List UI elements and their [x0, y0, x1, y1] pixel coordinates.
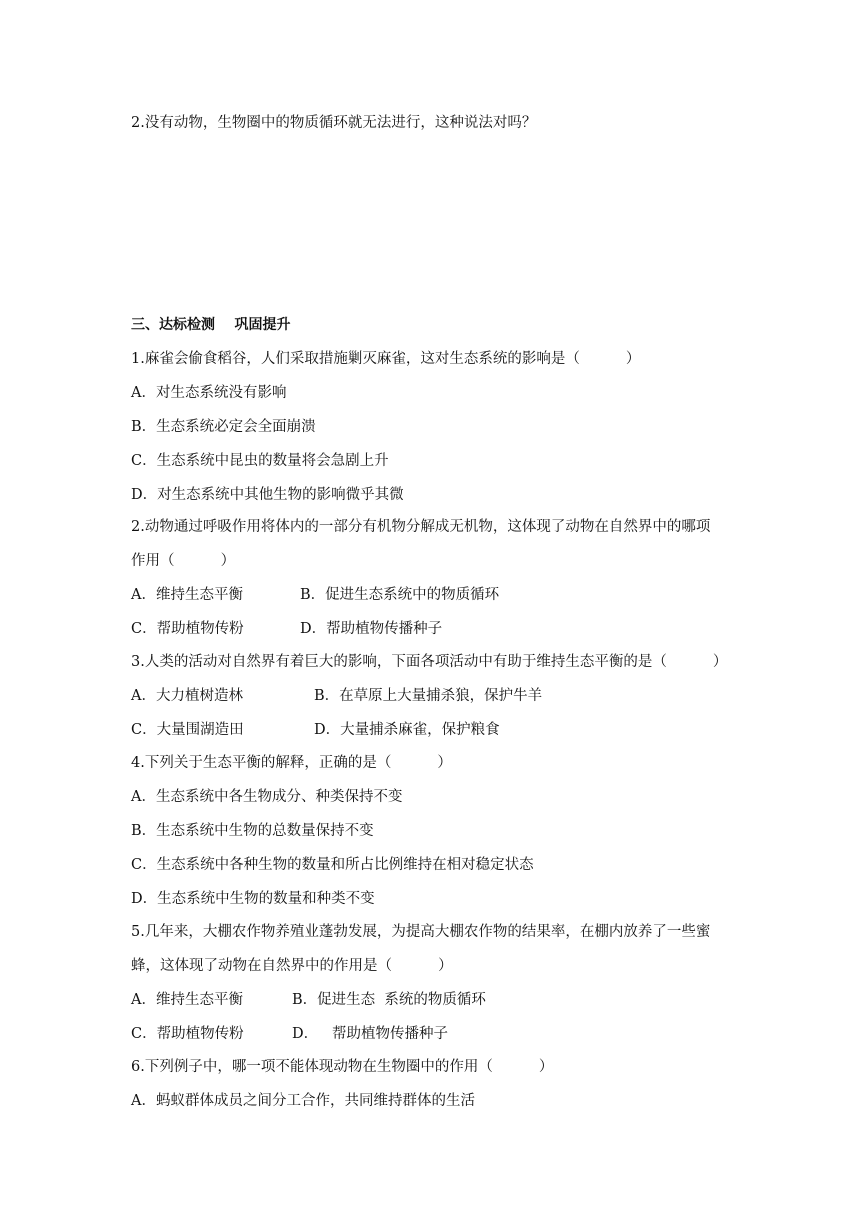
question-text: 2.没有动物，生物圈中的物质循环就无法进行，这种说法对吗？: [131, 115, 537, 131]
question-stem: 2.动物通过呼吸作用将体内的一部分有机物分解成无机物，这体现了动物在自然界中的哪项: [131, 519, 711, 535]
option-b: B．在草原上大量捕杀狼，保护牛羊: [314, 688, 543, 704]
option-c: C．帮助植物传粉: [131, 1026, 244, 1042]
option-a: A．维持生态平衡: [131, 587, 243, 603]
question-stem: 1.麻雀会偷食稻谷，人们采取措施剿灭麻雀，这对生态系统的影响是（ ）: [131, 351, 641, 367]
question-stem-cont: 作用（ ）: [131, 553, 236, 569]
option-b: B．促进生态系统中的物质循环: [300, 587, 500, 603]
option-b: B．促进生态 系统的物质循环: [292, 992, 486, 1008]
question-stem-cont: 蜂，这体现了动物在自然界中的作用是（ ）: [131, 958, 453, 974]
option-c: C．帮助植物传粉: [131, 621, 244, 637]
option-c: C．大量围湖造田: [131, 722, 244, 738]
option-a: A．蚂蚁群体成员之间分工合作，共同维持群体的生活: [131, 1093, 475, 1109]
option-d: D．大量捕杀麻雀，保护粮食: [314, 722, 500, 738]
question-stem: 4.下列关于生态平衡的解释，正确的是（ ）: [131, 755, 452, 771]
option-d: D．生态系统中生物的数量和种类不变: [131, 891, 375, 907]
question-stem: 5.几年来，大棚农作物养殖业蓬勃发展，为提高大棚农作物的结果率，在棚内放养了一些蜜: [131, 924, 711, 940]
option-a: A．生态系统中各生物成分、种类保持不变: [131, 789, 403, 805]
option-b: B．生态系统中生物的总数量保持不变: [131, 823, 374, 839]
question-stem: 6.下列例子中，哪一项不能体现动物在生物圈中的作用（ ）: [131, 1059, 554, 1075]
option-a: A．对生态系统没有影响: [131, 385, 287, 401]
option-a: A．维持生态平衡: [131, 992, 243, 1008]
option-a: A．大力植树造林: [131, 688, 243, 704]
section-heading: 三、达标检测 巩固提升: [131, 317, 291, 333]
option-c: C．生态系统中各种生物的数量和所占比例维持在相对稳定状态: [131, 857, 534, 873]
question-stem: 3.人类的活动对自然界有着巨大的影响，下面各项活动中有助于维持生态平衡的是（ ）: [131, 654, 728, 670]
option-c: C．生态系统中昆虫的数量将会急剧上升: [131, 453, 389, 469]
option-d: D．帮助植物传播种子: [300, 621, 443, 637]
option-d: D．对生态系统中其他生物的影响微乎其微: [131, 487, 404, 503]
option-b: B．生态系统必定会全面崩溃: [131, 419, 316, 435]
option-d: D． 帮助植物传播种子: [292, 1026, 448, 1042]
